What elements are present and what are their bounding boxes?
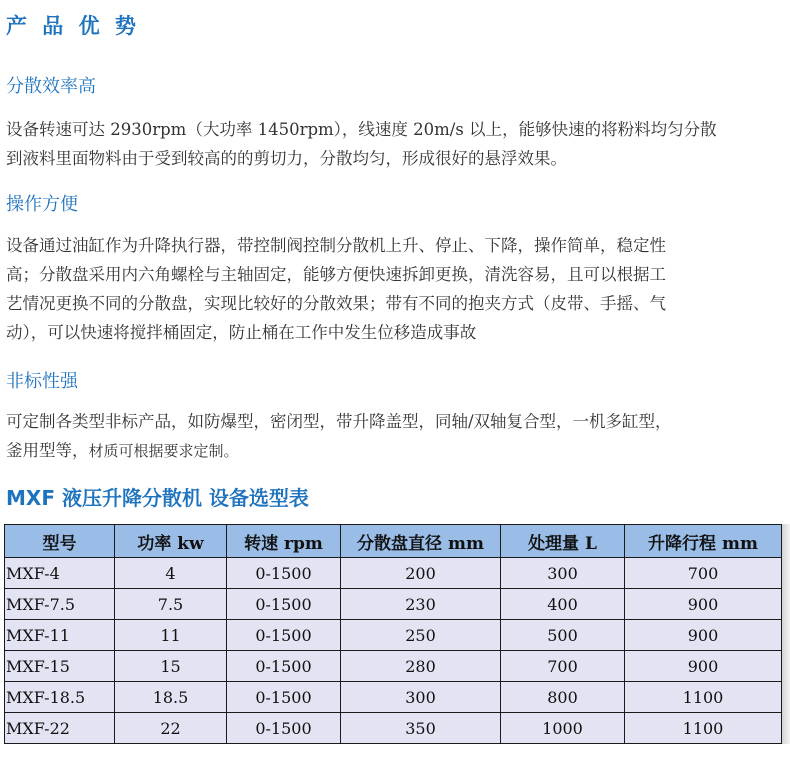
- cell-model: MXF-18.5: [5, 682, 115, 713]
- section-heading-dispersion-efficiency: 分散效率高: [6, 76, 96, 97]
- paragraph-line: 艺情况更换不同的分散盘，实现比较好的分散效果；带有不同的抱夹方式（皮带、手摇、气: [6, 294, 666, 313]
- column-header-lift-stroke: 升降行程 mm: [625, 525, 782, 558]
- cell-capacity: 700: [501, 651, 625, 682]
- cell-disc-diameter: 250: [341, 620, 501, 651]
- cell-model: MXF-7.5: [5, 589, 115, 620]
- table-title: MXF 液压升降分散机 设备选型表: [6, 486, 309, 510]
- column-header-capacity: 处理量 L: [501, 525, 625, 558]
- paragraph-text: 釜用型等，: [6, 441, 89, 460]
- paragraph-customization: [6, 407, 790, 466]
- cell-model: MXF-11: [5, 620, 115, 651]
- model-selection-table: [4, 524, 782, 744]
- page-title: 产 品 优 势: [6, 14, 140, 38]
- table-row: [5, 682, 782, 713]
- cell-capacity: 300: [501, 558, 625, 589]
- cell-lift-stroke: 1100: [625, 682, 782, 713]
- cell-disc-diameter: 350: [341, 713, 501, 744]
- paragraph-line: [6, 436, 790, 466]
- table-row: [5, 558, 782, 589]
- cell-lift-stroke: 1100: [625, 713, 782, 744]
- paragraph-line: 到液料里面物料由于受到较高的的剪切力，分散均匀，形成很好的悬浮效果。: [6, 149, 567, 168]
- cell-speed: 0-1500: [227, 651, 341, 682]
- cell-lift-stroke: 900: [625, 620, 782, 651]
- paragraph-line: 设备通过油缸作为升降执行器，带控制阀控制分散机上升、停止、下降，操作简单，稳定性: [6, 236, 666, 255]
- paragraph-tail: 材质可根据要求定制。: [88, 442, 239, 460]
- cell-lift-stroke: 700: [625, 558, 782, 589]
- table-header-row: [5, 525, 782, 558]
- column-header-speed: 转速 rpm: [227, 525, 341, 558]
- cell-power: 7.5: [115, 589, 227, 620]
- cell-model: MXF-22: [5, 713, 115, 744]
- cell-speed: 0-1500: [227, 682, 341, 713]
- table-edge-shadow: [781, 524, 790, 744]
- table-row: [5, 651, 782, 682]
- cell-power: 18.5: [115, 682, 227, 713]
- table-row: [5, 713, 782, 744]
- cell-speed: 0-1500: [227, 558, 341, 589]
- cell-power: 11: [115, 620, 227, 651]
- cell-model: MXF-4: [5, 558, 115, 589]
- cell-capacity: 1000: [501, 713, 625, 744]
- cell-speed: 0-1500: [227, 589, 341, 620]
- paragraph-dispersion-efficiency: [6, 115, 790, 173]
- cell-speed: 0-1500: [227, 713, 341, 744]
- cell-lift-stroke: 900: [625, 589, 782, 620]
- cell-power: 4: [115, 558, 227, 589]
- paragraph-easy-operation: [6, 231, 790, 347]
- cell-disc-diameter: 230: [341, 589, 501, 620]
- table-row: [5, 589, 782, 620]
- paragraph-line: 设备转速可达 2930rpm（大功率 1450rpm），线速度 20m/s 以上，能够快速的将粉料均匀分散: [6, 120, 717, 139]
- column-header-model: 型号: [5, 525, 115, 558]
- column-header-power: 功率 kw: [115, 525, 227, 558]
- section-heading-customization: 非标性强: [6, 371, 78, 392]
- table-row: [5, 620, 782, 651]
- paragraph-line: 可定制各类型非标产品，如防爆型，密闭型，带升降盖型，同轴/双轴复合型，一机多缸型，: [6, 412, 672, 431]
- cell-disc-diameter: 200: [341, 558, 501, 589]
- paragraph-line: 动），可以快速将搅拌桶固定，防止桶在工作中发生位移造成事故: [6, 323, 477, 342]
- cell-speed: 0-1500: [227, 620, 341, 651]
- cell-capacity: 400: [501, 589, 625, 620]
- cell-lift-stroke: 900: [625, 651, 782, 682]
- cell-disc-diameter: 280: [341, 651, 501, 682]
- cell-power: 22: [115, 713, 227, 744]
- column-header-disc-diameter: 分散盘直径 mm: [341, 525, 501, 558]
- cell-capacity: 500: [501, 620, 625, 651]
- cell-power: 15: [115, 651, 227, 682]
- paragraph-line: 高；分散盘采用内六角螺栓与主轴固定，能够方便快速拆卸更换，清洗容易，且可以根据工: [6, 265, 666, 284]
- cell-model: MXF-15: [5, 651, 115, 682]
- section-heading-easy-operation: 操作方便: [6, 194, 78, 215]
- cell-disc-diameter: 300: [341, 682, 501, 713]
- cell-capacity: 800: [501, 682, 625, 713]
